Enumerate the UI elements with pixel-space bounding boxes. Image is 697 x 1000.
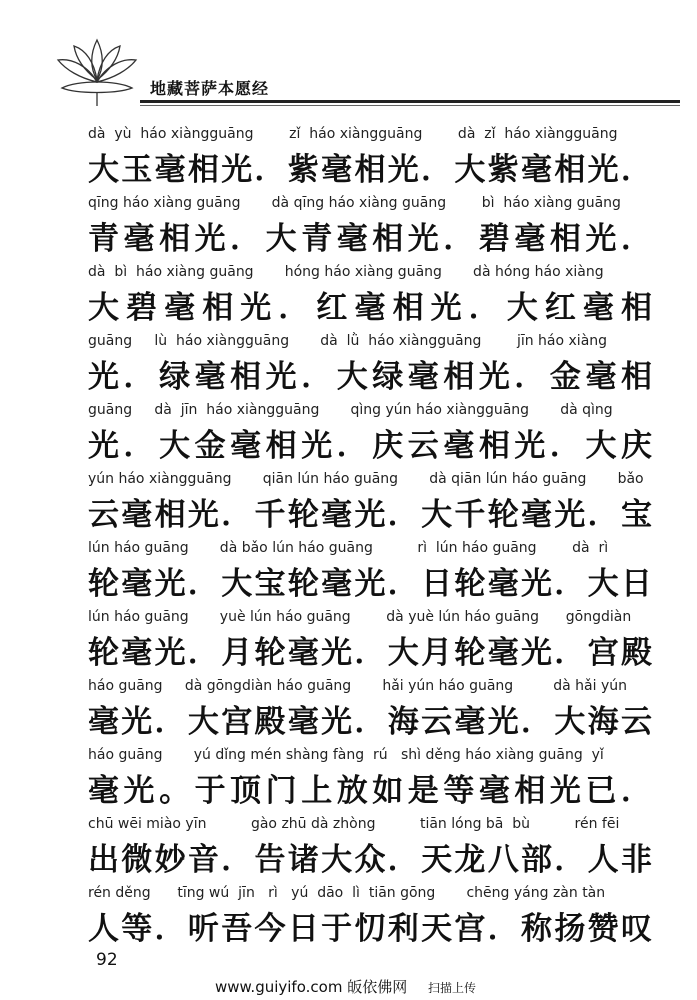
watermark-note: 扫描上传 xyxy=(427,981,476,995)
text-line xyxy=(88,678,653,747)
hanzi-line: 光．绿毫相光．大绿毫相光．金毫相 xyxy=(88,359,653,395)
hanzi-line: 人等．听吾今日于忉利天宫．称扬赞叹 xyxy=(88,911,653,947)
pinyin-line: lún háo guāng yuè lún háo guāng dà yuè lún háo guāng gōngdiàn xyxy=(88,609,632,625)
hanzi-line: 轮毫光．大宝轮毫光．日轮毫光．大日 xyxy=(88,566,653,602)
watermark-site: www.guiyifo.com 皈依佛网 xyxy=(215,978,408,996)
text-line xyxy=(88,333,653,402)
hanzi-line: 青毫相光．大青毫相光．碧毫相光． xyxy=(88,221,653,257)
pinyin-line: háo guāng yú dǐng mén shàng fàng rú shì děng háo xiàng guāng yǐ xyxy=(88,747,604,763)
hanzi-line: 光．大金毫相光．庆云毫相光．大庆 xyxy=(88,428,653,464)
pinyin-line: chū wēi miào yīn gào zhū dà zhòng tiān lóng bā bù rén fēi xyxy=(88,816,620,832)
hanzi-line: 大碧毫相光．红毫相光．大红毫相 xyxy=(88,290,653,326)
pinyin-line: guāng lù háo xiàngguāng dà lǜ háo xiàngguāng jīn háo xiàng xyxy=(88,333,608,349)
pinyin-line: rén děng tīng wú jīn rì yú dāo lì tiān gōng chēng yáng zàn tàn xyxy=(88,885,606,901)
pinyin-line: qīng háo xiàng guāng dà qīng háo xiàng guāng bì háo xiàng guāng xyxy=(88,195,621,211)
text-line xyxy=(88,816,653,885)
hanzi-line: 轮毫光．月轮毫光．大月轮毫光．宫殿 xyxy=(88,635,653,671)
book-title: 地藏菩萨本愿经 xyxy=(150,79,270,98)
text-line xyxy=(88,885,653,954)
text-line xyxy=(88,126,653,195)
hanzi-line: 大玉毫相光．紫毫相光．大紫毫相光． xyxy=(88,152,653,188)
hanzi-line: 毫光．大宫殿毫光．海云毫光．大海云 xyxy=(88,704,653,740)
text-line xyxy=(88,471,653,540)
pinyin-line: yún háo xiàngguāng qiān lún háo guāng dà qiān lún háo guāng bǎo xyxy=(88,471,644,487)
hanzi-line: 毫光。于顶门上放如是等毫相光已． xyxy=(88,773,653,809)
text-line xyxy=(88,609,653,678)
hanzi-line: 云毫相光．千轮毫光．大千轮毫光．宝 xyxy=(88,497,653,533)
scripture-text xyxy=(88,126,653,954)
pinyin-line: háo guāng dà gōngdiàn háo guāng hǎi yún háo guāng dà hǎi yún xyxy=(88,678,627,694)
pinyin-line: guāng dà jīn háo xiàngguāng qìng yún háo xiàngguāng dà qìng xyxy=(88,402,613,418)
watermark xyxy=(215,976,476,997)
header-divider-thin xyxy=(140,105,680,106)
pinyin-line: lún háo guāng dà bǎo lún háo guāng rì lún háo guāng dà rì xyxy=(88,540,609,556)
header-divider xyxy=(140,100,680,103)
text-line xyxy=(88,540,653,609)
text-line xyxy=(88,402,653,471)
pinyin-line: dà bì háo xiàng guāng hóng háo xiàng guāng dà hóng háo xiàng xyxy=(88,264,604,280)
text-line xyxy=(88,195,653,264)
text-line xyxy=(88,264,653,333)
page-header xyxy=(0,0,697,110)
lotus-icon xyxy=(52,30,142,108)
hanzi-line: 出微妙音．告诸大众．天龙八部．人非 xyxy=(88,842,653,878)
text-line xyxy=(88,747,653,816)
pinyin-line: dà yù háo xiàngguāng zǐ háo xiàngguāng dà zǐ háo xiàngguāng xyxy=(88,126,618,142)
page-number: 92 xyxy=(96,950,118,970)
